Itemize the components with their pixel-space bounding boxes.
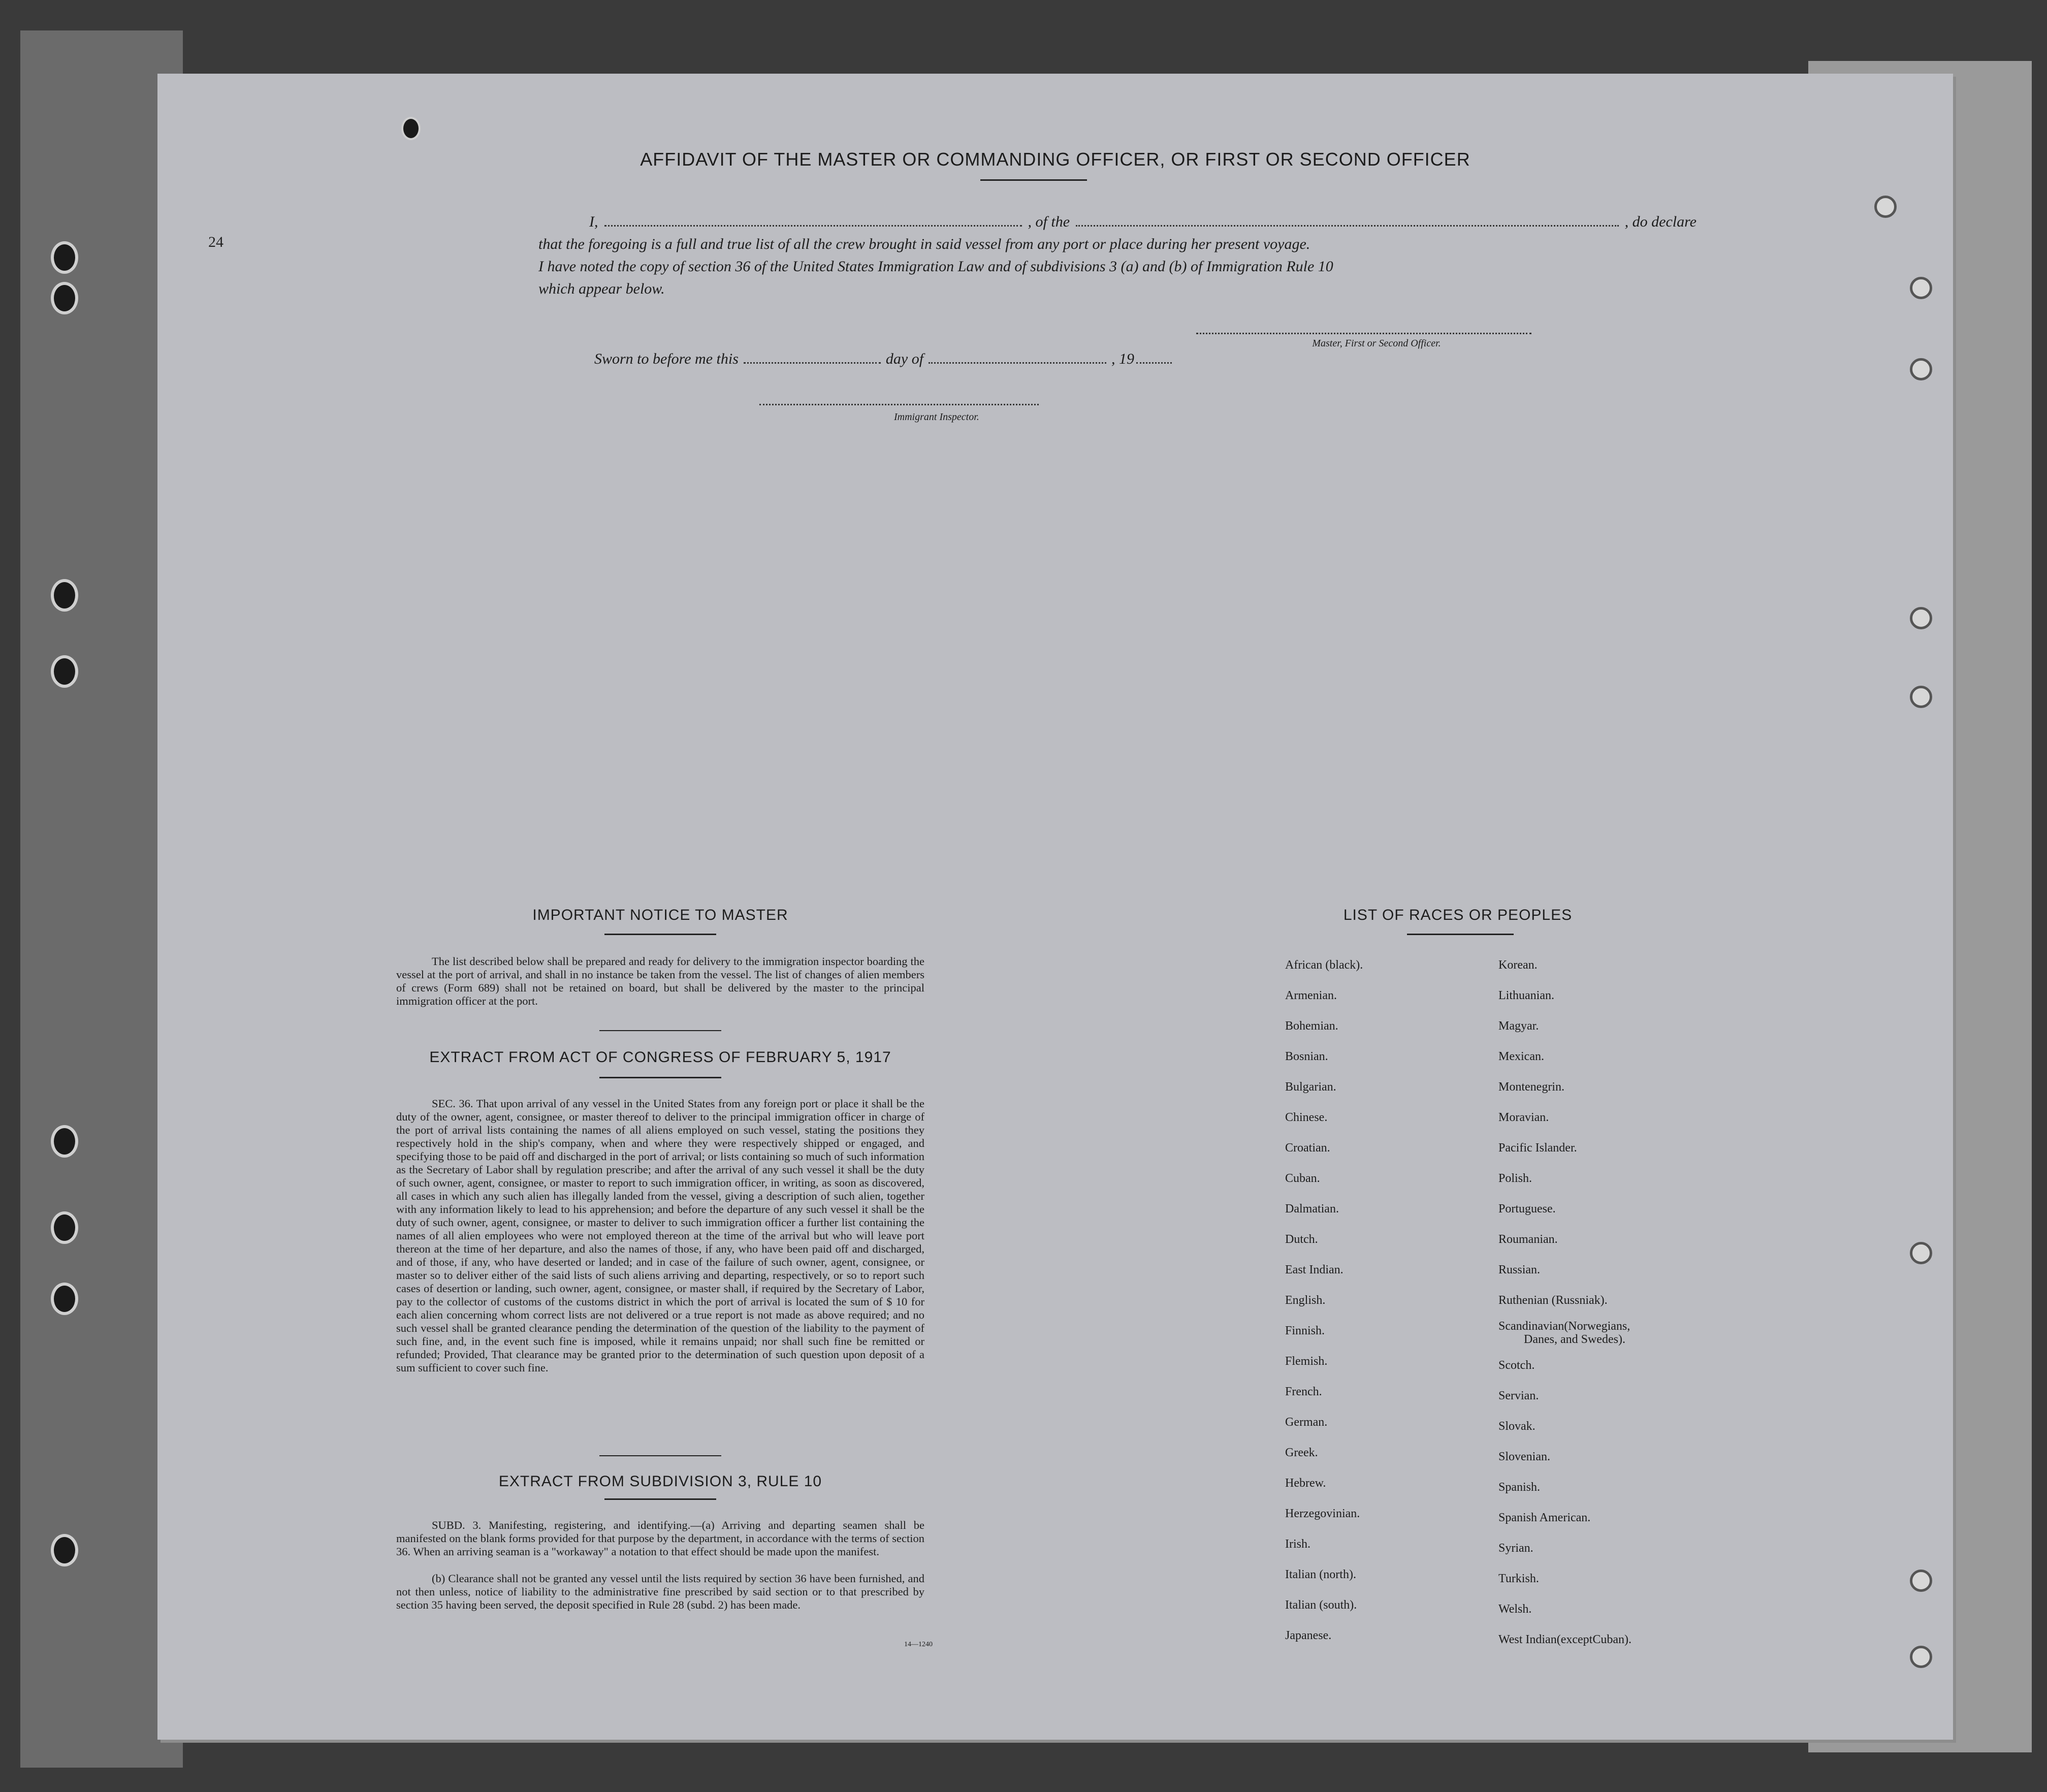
sworn-month-blank[interactable]	[929, 362, 1106, 364]
notice-text: The list described below shall be prepared and ready for delivery to the immigration inspector boarding the vessel at the port of arrival, and shall in no instance be taken from the vessel. The list of changes of alien members of crews (Form 689) shall not be retained on board, but shall be delivered by the master to the principal immigration officer at the port.	[396, 955, 924, 1007]
divider	[1407, 934, 1514, 935]
divider	[604, 934, 716, 935]
race-item: Spanish.	[1498, 1481, 1541, 1494]
race-item: Herzegovinian.	[1285, 1507, 1360, 1520]
divider	[599, 1455, 721, 1456]
affidavit-line-1	[538, 211, 1697, 233]
sworn-day-blank[interactable]	[744, 362, 881, 364]
binder-hole	[51, 1211, 78, 1244]
race-item: English.	[1285, 1294, 1326, 1307]
race-item: Flemish.	[1285, 1355, 1328, 1368]
race-item: Servian.	[1498, 1389, 1539, 1402]
races-column-2	[1498, 950, 1632, 1655]
race-item: West Indian(exceptCuban).	[1498, 1633, 1632, 1646]
race-item: Spanish American.	[1498, 1511, 1591, 1524]
race-item: Pacific Islander.	[1498, 1141, 1577, 1155]
sworn-line	[594, 350, 1174, 368]
race-item: Lithuanian.	[1498, 989, 1554, 1002]
race-item: Italian (north).	[1285, 1568, 1356, 1581]
punch-hole	[1874, 196, 1897, 218]
binder-hole	[51, 1283, 78, 1315]
race-item: Scotch.	[1498, 1359, 1535, 1372]
race-item: Greek.	[1285, 1446, 1318, 1459]
rule-text-b: (b) Clearance shall not be granted any vessel until the lists required by section 36 have been furnished, and not then unless, notice of liability to the administrative fine prescribed by said section or to that prescribed by section 35 having been served, the deposit specified in Rule 28 (subd. 2) has been made.	[396, 1572, 924, 1611]
sworn-year-label: , 19	[1111, 350, 1135, 367]
punch-hole	[1910, 1570, 1932, 1592]
binder-hole	[51, 282, 78, 314]
race-item: Dalmatian.	[1285, 1202, 1339, 1215]
sworn-text: Sworn to before me this	[594, 350, 739, 367]
race-item: Armenian.	[1285, 989, 1337, 1002]
race-item: Magyar.	[1498, 1019, 1539, 1033]
act-title: EXTRACT FROM ACT OF CONGRESS OF FEBRUARY 5, 1917	[429, 1049, 891, 1066]
race-item: Mexican.	[1498, 1050, 1544, 1063]
race-item: Portuguese.	[1498, 1202, 1556, 1215]
inspector-signature-line[interactable]	[759, 404, 1039, 405]
vessel-blank[interactable]	[1076, 212, 1619, 227]
race-item: Slovenian.	[1498, 1450, 1550, 1463]
punch-hole	[1910, 686, 1932, 708]
races-title: LIST OF RACES OR PEOPLES	[1343, 907, 1573, 923]
race-item: Russian.	[1498, 1263, 1541, 1276]
race-item: Chinese.	[1285, 1111, 1328, 1124]
race-item: Roumanian.	[1498, 1233, 1558, 1246]
sworn-day-label: day of	[885, 350, 924, 367]
race-item: Bosnian.	[1285, 1050, 1328, 1063]
race-item-line: Danes, and Swedes).	[1524, 1333, 1625, 1346]
inspector-caption: Immigrant Inspector.	[894, 411, 979, 423]
punch-hole	[1910, 277, 1932, 299]
race-item: Polish.	[1498, 1172, 1532, 1185]
binder-hole	[51, 655, 78, 688]
binder-hole	[51, 579, 78, 612]
race-item: Croatian.	[1285, 1141, 1330, 1155]
divider	[604, 1498, 716, 1500]
race-item	[1498, 1316, 1632, 1350]
rule-title: EXTRACT FROM SUBDIVISION 3, RULE 10	[498, 1473, 822, 1490]
race-item: Cuban.	[1285, 1172, 1320, 1185]
margin-mark: 24	[208, 234, 223, 250]
affidavit-i: I,	[589, 213, 598, 230]
race-item: Syrian.	[1498, 1542, 1533, 1555]
signature-line[interactable]	[1196, 333, 1531, 334]
form-number: 14—1240	[904, 1641, 933, 1648]
race-item: Korean.	[1498, 958, 1538, 972]
punch-hole	[1910, 607, 1932, 629]
punch-hole	[1910, 1242, 1932, 1264]
affidavit-title: AFFIDAVIT OF THE MASTER OR COMMANDING OFFICER, OR FIRST OR SECOND OFFICER	[640, 149, 1470, 170]
binder-hole	[51, 241, 78, 274]
races-column-1	[1285, 950, 1363, 1651]
name-blank[interactable]	[604, 212, 1022, 227]
race-item: Moravian.	[1498, 1111, 1549, 1124]
race-item: Italian (south).	[1285, 1598, 1357, 1612]
race-item: Bohemian.	[1285, 1019, 1338, 1033]
race-item: German.	[1285, 1416, 1328, 1429]
divider	[980, 179, 1087, 181]
sworn-year-blank[interactable]	[1136, 362, 1172, 364]
race-item: Irish.	[1285, 1538, 1310, 1551]
binder-hole	[51, 1534, 78, 1566]
race-item: East Indian.	[1285, 1263, 1344, 1276]
race-item-line: Scandinavian(Norwegians,	[1498, 1320, 1630, 1333]
divider	[599, 1077, 721, 1078]
punch-hole	[1910, 358, 1932, 380]
race-item: Finnish.	[1285, 1324, 1325, 1337]
race-item: Ruthenian (Russniak).	[1498, 1294, 1608, 1307]
act-text: SEC. 36. That upon arrival of any vessel in the United States from any foreign port or place it shall be the duty of the owner, agent, consignee, or master thereof to deliver to the principal immigration officer in charge of the port of arrival lists containing the names of all aliens employed on such vessel, stating the positions they respectively hold in the ship's company, when and where they were respectively shipped or engaged, and specifying those to be paid off and discharged in the port of arrival; or lists containing so much of such information as the Secretary of Labor shall by regulation prescribe; and after the arrival of any such vessel it shall be the duty of such owner, agent, consignee, or master to report to such immigration officer, in writing, as soon as discovered, all cases in which any such alien has illegally landed from the vessel, giving a description of such alien, together with any information likely to lead to his apprehension; and before the departure of any such vessel it shall be the duty of such owner, agent, consignee, or master to deliver to such immigration officer a further list containing the names of all alien employees who were not employed thereon at the time of the arrival but who will leave port thereon at the time of her departure, and also the names of those, if any, who have been paid off and discharged, and of those, if any, who have deserted or landed; and in case of the failure of such owner, agent, consignee, or master so to deliver either of the said lists of such aliens arriving and departing, respectively, or so to report such cases of desertion or landing, such owner, agent, consignee, or master shall, if required by the Secretary of Labor, pay to the collector of customs of the customs district in which the port of arrival is located the sum of $ 10 for each alien concerning whom correct lists are not delivered or a true report is not made as above required; and no such vessel shall be granted clearance pending the determination of the question of the liability to the payment of such fine, and, in the event such fine is imposed, while it remains unpaid; nor shall such fine be remitted or refunded; Provided, That clearance may be granted prior to the determination of such question upon deposit of a sum sufficient to cover such fine.	[396, 1097, 924, 1374]
punch-hole	[401, 117, 421, 140]
punch-hole	[1910, 1646, 1932, 1668]
race-item: French.	[1285, 1385, 1322, 1398]
race-item: Welsh.	[1498, 1603, 1532, 1616]
notice-title: IMPORTANT NOTICE TO MASTER	[532, 907, 788, 923]
race-item: Japanese.	[1285, 1629, 1332, 1642]
affidavit-of-the: , of the	[1028, 213, 1070, 230]
affidavit-text	[538, 211, 1697, 300]
rule-text-a: SUBD. 3. Manifesting, registering, and identifying.—(a) Arriving and departing seamen shall be manifested on the blank forms provided for that purpose by the department, in accordance with the terms of section 36. When an arriving seaman is a "workaway" a notation to that effect should be made upon the manifest.	[396, 1519, 924, 1558]
race-item: Turkish.	[1498, 1572, 1539, 1585]
affidavit-line-2: that the foregoing is a full and true list of all the crew brought in said vessel from any port or place during her present voyage.	[538, 236, 1310, 252]
signature-caption: Master, First or Second Officer.	[1312, 338, 1441, 349]
binder-hole	[51, 1125, 78, 1158]
race-item: African (black).	[1285, 958, 1363, 972]
race-item: Hebrew.	[1285, 1477, 1326, 1490]
affidavit-declare: , do declare	[1624, 213, 1697, 230]
race-item: Bulgarian.	[1285, 1080, 1336, 1094]
manifest-page	[157, 74, 1953, 1740]
race-item: Slovak.	[1498, 1420, 1536, 1433]
race-item: Montenegrin.	[1498, 1080, 1564, 1094]
race-item: Dutch.	[1285, 1233, 1318, 1246]
affidavit-line-4: which appear below.	[538, 280, 665, 297]
divider	[599, 1030, 721, 1031]
affidavit-line-3: I have noted the copy of section 36 of the United States Immigration Law and of subdivisions 3 (a) and (b) of Immigration Rule 10	[538, 258, 1333, 275]
